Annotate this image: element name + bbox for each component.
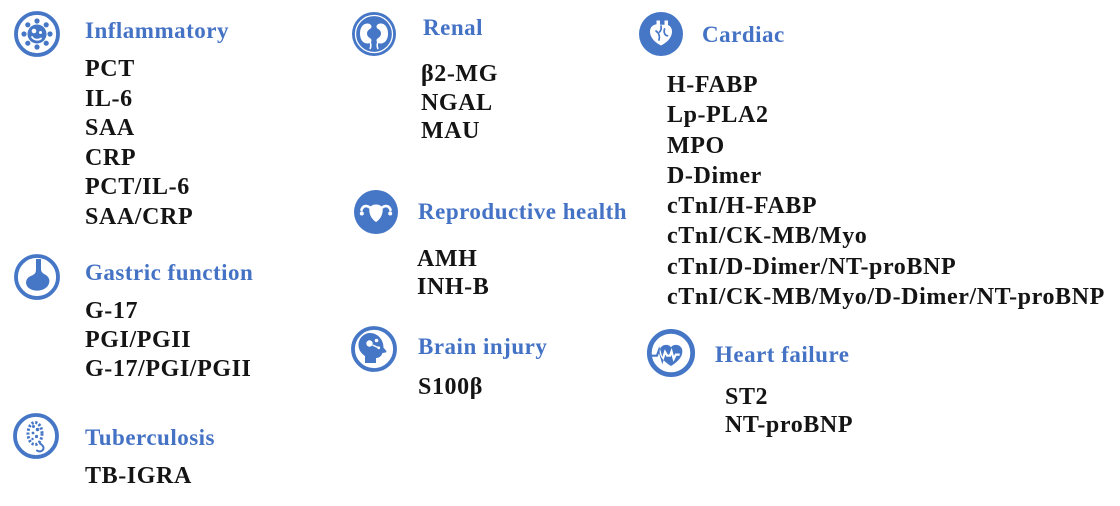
biomarker-item: NGAL: [421, 89, 493, 116]
group-title-renal: Renal: [423, 15, 483, 40]
biomarker-item: NT-proBNP: [725, 412, 854, 438]
biomarker-list-renal: [421, 60, 498, 146]
biomarker-item: G-17/PGI/PGII: [85, 356, 252, 382]
biomarker-item: IL-6: [85, 85, 133, 112]
biomarker-item: MAU: [421, 118, 481, 144]
biomarker-item: PCT: [85, 56, 135, 82]
biomarker-item: INH-B: [417, 274, 490, 300]
biomarker-item: SAA/CRP: [85, 203, 194, 230]
biomarker-list-inflammatory: [85, 55, 193, 232]
biomarker-item: cTnI/D-Dimer/NT-proBNP: [667, 253, 957, 280]
group-title-heart-failure: Heart failure: [715, 342, 850, 367]
biomarker-item: Lp-PLA2: [667, 102, 769, 129]
group-title-brain-injury: Brain injury: [418, 334, 548, 359]
group-title-cardiac: Cardiac: [702, 22, 785, 47]
heart-pulse-icon: [645, 327, 697, 379]
biomarker-item: MPO: [667, 132, 725, 159]
biomarker-item: cTnI/H-FABP: [667, 193, 818, 220]
biomarker-item: β2-MG: [421, 61, 498, 87]
head-brain-icon: [350, 325, 398, 373]
group-title-gastric-function: Gastric function: [85, 260, 254, 285]
anatomical-heart-icon: [637, 10, 685, 58]
group-title-inflammatory: Inflammatory: [85, 18, 229, 43]
biomarker-item: SAA: [85, 115, 135, 141]
biomarker-item: cTnI/CK-MB/Myo/D-Dimer/NT-proBNP: [667, 284, 1105, 311]
biomarker-list-tuberculosis: [85, 462, 192, 491]
kidneys-icon: [350, 10, 398, 58]
biomarker-list-gastric-function: [85, 297, 251, 384]
biomarker-list-brain-injury: [418, 373, 483, 401]
uterus-icon: [352, 188, 400, 236]
biomarker-item: S100β: [418, 374, 483, 400]
group-title-reproductive-health: Reproductive health: [418, 199, 628, 224]
biomarker-item: PCT/IL-6: [85, 174, 190, 200]
virus-icon: [13, 10, 61, 58]
stomach-icon: [13, 253, 61, 301]
biomarker-item: ST2: [725, 384, 769, 410]
biomarker-list-heart-failure: [725, 383, 853, 439]
biomarker-item: TB-IGRA: [85, 463, 192, 489]
biomarker-list-reproductive-health: [417, 245, 489, 301]
biomarker-item: CRP: [85, 144, 137, 171]
group-title-tuberculosis: Tuberculosis: [85, 425, 215, 450]
biomarker-list-cardiac: [667, 70, 1105, 312]
biomarker-item: cTnI/CK-MB/Myo: [667, 223, 868, 250]
biomarker-item: AMH: [417, 246, 478, 272]
biomarker-item: PGI/PGII: [85, 327, 192, 353]
biomarker-item: H-FABP: [667, 72, 759, 98]
bacteria-icon: [12, 412, 60, 460]
biomarker-item: G-17: [85, 298, 139, 324]
biomarker-item: D-Dimer: [667, 162, 762, 189]
